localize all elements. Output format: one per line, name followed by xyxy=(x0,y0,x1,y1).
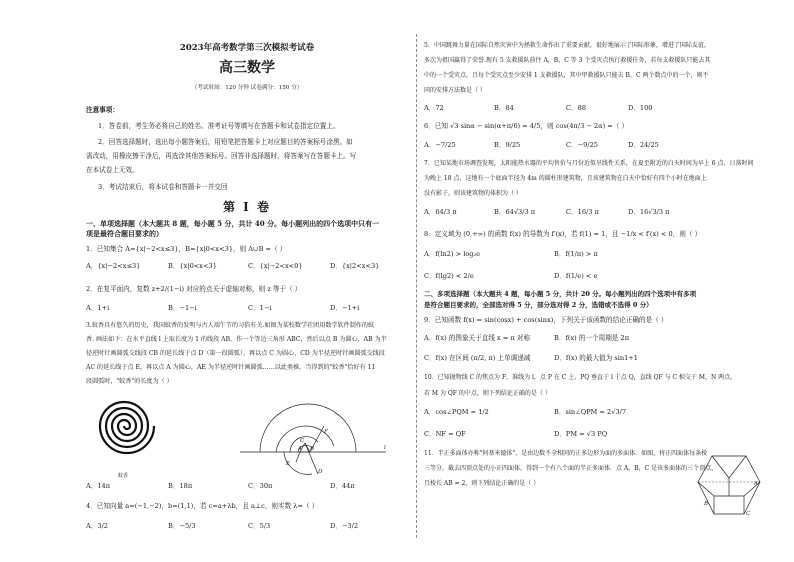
q10-stem-cont: 若 M 为 QF 的中点，则下列结论正确的是（ ） xyxy=(424,390,551,397)
volume-title: 第 I 卷 xyxy=(223,200,271,214)
q6-option-c: C．−9/25 xyxy=(566,141,598,149)
q4-stem: 4．已知向量 a=(−1,−2)，b=(1,1)，若 c=a+λb，且 a⊥c，则实数 λ=（ ） xyxy=(86,502,319,510)
q11-line: 11．半正多面体亦称"阿基米德体"，是由边数不全相同的正多边形为面的多面体．如图，将正四面体每条棱 xyxy=(424,450,708,457)
exam-title: 2023年高考数学第三次模拟考试卷 xyxy=(179,43,315,53)
q2-option-b: B．−1−i xyxy=(168,304,197,312)
q5-option-b: B．84 xyxy=(494,104,514,112)
q7-line: 没有影子，则该建筑物的体积为（ ） xyxy=(424,190,522,197)
q9-option-b: B．f(x) 的一个周期是 2π xyxy=(554,334,630,342)
q8-stem: 8．定义域为 (0,+∞) 的函数 f(x) 的导数为 f′(x)，若 f(1) = 1，且 −1/x < f′(x) < 0，则（ ） xyxy=(424,230,702,238)
subject-title: 高三数学 xyxy=(219,60,275,76)
exam-info: （考试时间：120 分钟 试卷满分：150 分） xyxy=(191,85,303,91)
q4-option-a: A．3/2 xyxy=(86,522,108,530)
q1-option-c: C．{x|−2<x<0} xyxy=(248,262,303,270)
q5-line: 5．中国跳舞力量在国际自然灾害中为拯救生命作出了重要贡献，很好地展示了国际形象，增进了国际友谊， xyxy=(424,42,710,49)
note-line: 3．考试结束后，将本试卷和答题卡一并交回 xyxy=(98,183,228,191)
q7-line: 为晚上 18 点，这地有一个底面半径为 4m 的圆柱形建筑物，且该建筑物在白天中恰好有四个小时在地面上 xyxy=(424,175,707,182)
q11-line: 三等分，截去四顶点处的小正四面体，得到一个有八个面的半正多面体．点 A，B，C 是该多面体的三个顶点， xyxy=(424,465,718,472)
section1-heading: 一、单项选择题（本大题共 8 题，每小题 5 分，共计 40 分。每小题列出的四个选项中只有一 xyxy=(86,219,380,228)
q4-option-c: C．5/3 xyxy=(248,522,271,530)
q3-option-b: B．18π xyxy=(168,482,193,490)
fig-label-a: A xyxy=(298,446,302,452)
q4-option-b: B．−5/3 xyxy=(168,522,196,530)
q8-option-a: A．f(ln2) > log₂e xyxy=(424,250,481,258)
arc-construction-figure xyxy=(238,396,388,488)
q7-option-b: B．64√3/3 π xyxy=(494,208,536,216)
note-line: 2．回答选择题时，选出每小题答案后，用铅笔把答题卡上对应题目的答案标号涂黑。如 xyxy=(98,138,353,146)
q9-option-a: A．f(x) 的图象关于直线 x = π 对称 xyxy=(424,334,531,342)
q6-option-d: D．24/25 xyxy=(628,141,659,149)
fig-label-d: D xyxy=(318,469,323,475)
section2-heading-cont: 是符合题目要求的，全部选对得 5 分，部分选对得 2 分，选错或不选得 0 分） xyxy=(424,301,653,309)
q8-option-d: D．f(1/e) < e xyxy=(554,272,598,280)
q2-option-d: D．−1+i xyxy=(330,304,360,312)
q10-option-c: C．NF = QF xyxy=(424,430,466,438)
q2-stem: 2．在复平面内，复数 z+2/(1−i) 对应的点关于虚轴对称，则 z 等于（ ） xyxy=(86,285,302,293)
fig-label-a: A xyxy=(754,481,758,487)
fig-label-c: C xyxy=(746,511,751,517)
note-line: 在本试卷上无效。 xyxy=(86,166,139,174)
q9-option-d: D．f(x) 的最大值为 sin1+1 xyxy=(554,354,638,362)
q2-option-c: C．1−i xyxy=(248,304,272,312)
q2-option-a: A．1+i xyxy=(86,304,110,312)
q1-stem: 1．已知集合 A={x|−2<x≤3}，B={x|0<x<3}，则 A∪B =（ ） xyxy=(86,245,287,253)
q7-option-c: C．16/3 π xyxy=(566,208,599,216)
q4-option-d: D．−3/2 xyxy=(330,522,359,530)
q6-option-b: B．9/25 xyxy=(494,141,521,149)
note-line: 1．答卷前，考生务必将自己的姓名、准考证号等填写在答题卡和试卷指定位置上。 xyxy=(98,122,340,130)
fig-label-b: B xyxy=(704,501,709,507)
q8-option-c: C．f(lg2) < 2/e xyxy=(424,272,474,280)
q5-line: 多次为祖国赢得了荣誉.现有 5 支救援队前往 A，B，C 等 3 个受灾点执行救援任务，若每支救援队只能去其 xyxy=(424,57,711,64)
column-divider xyxy=(416,34,417,538)
q1-option-b: B．{x|0<x<3} xyxy=(168,262,217,270)
q3-line: 3.蚊香具有悠久的历史，我国蚊香的发明与古人端午节的习俗有关.如图为某校数学社团用数学软件制作的蚊 xyxy=(86,322,375,329)
q10-option-d: D．PM = √3 PQ xyxy=(554,430,608,438)
q1-option-a: A．{x|−2<x≤3} xyxy=(86,262,141,270)
notes-heading: 注意事项： xyxy=(86,106,119,114)
fig-label-f: F xyxy=(324,429,328,435)
q3-line: 香. 画法如下：在水平直线 l 上取长度为 1 的线段 AB，作一个等边三角形 ABC，然后以点 B 为圆心，AB 为半 xyxy=(86,336,387,343)
q5-option-d: D．100 xyxy=(628,104,653,112)
q3-line: AC 的延长线于点 E，再以点 A 为圆心，AE 为半径逆时针画圆弧……以此类推，当得到的"蚊香"恰好有 11 xyxy=(86,364,376,371)
q10-option-b: B．sin∠QPM = 2√3/7 xyxy=(554,408,627,416)
fig-label-c: C xyxy=(300,438,305,444)
q7-line: 7．已知某地市场调查发现，太阳能热水器的平均售价与月份近似呈线性关系，在夏至附近的白天时间为早上 6 点，日落时间 xyxy=(424,160,754,167)
q5-option-a: A．72 xyxy=(424,104,444,112)
section2-heading: 二、多项选择题（本大题共 4 题，每小题 5 分，共计 20 分。每小题列出的四个选项中有多项 xyxy=(424,290,697,298)
q7-option-a: A．64/3 π xyxy=(424,208,457,216)
q3-option-a: A．14π xyxy=(86,482,111,490)
q5-line: 中的一个受灾点，且每个受灾点至少安排 1 支救援队，其中甲救援队只能去 B，C 两个数点中的一个，则不 xyxy=(424,72,709,79)
q9-stem: 9．已知函数 f(x) = sin(cosx) + cos(sinx)，下列关于该函数的结论正确的是（ ） xyxy=(424,316,668,324)
fig-label-b: B xyxy=(310,446,315,452)
figure-caption: 蚊香 xyxy=(118,473,129,479)
q10-option-a: A．cos∠PQM = 1/2 xyxy=(424,408,489,416)
q8-option-b: B．f(1/π) > π xyxy=(554,250,598,258)
q1-option-d: D．{x|2<x<3} xyxy=(330,262,380,270)
q6-stem: 6．已知 √3 sinα − sin(α+π/6) = 4/5，则 cos(4π/3 − 2α) =（ ） xyxy=(424,122,629,130)
q3-option-c: C．30π xyxy=(248,482,273,490)
mosquito-coil-figure xyxy=(90,392,164,468)
q3-line: 段圆弧时，"蚊香"的长度为（ ） xyxy=(86,378,173,385)
q11-line: 且棱长 AB = 2，则下列结论正确的是（ ） xyxy=(424,480,540,487)
q5-option-c: C．88 xyxy=(566,104,587,112)
q3-option-d: D．44π xyxy=(330,482,355,490)
note-line: 需改动，用橡皮擦干净后，再选涂其他答案标号。回答非选择题时，将答案写在答题卡上。写 xyxy=(86,152,357,160)
q7-option-d: D．16√3/3 π xyxy=(628,208,670,216)
fig-label-l: l xyxy=(384,445,386,451)
q9-option-c: C．f(x) 在区间 (π/2, π) 上单调递减 xyxy=(424,354,531,362)
fig-label-e: E xyxy=(286,461,291,467)
q3-line: 径逆时针画圆弧交线段 CB 的延长线于点 D（第一段圆弧），再以点 C 为圆心，CD 为半径逆时针画圆弧交线段 xyxy=(86,350,385,357)
q5-line: 同的安排方法数是（ ） xyxy=(424,87,486,94)
q10-stem: 10．已知抛物线 C 的焦点为 F，准线为 l，点 P 在 C 上，PQ 垂直于 l 于点 Q，直线 QF 与 C 相交于 M，N 两点， xyxy=(424,374,737,381)
section1-heading-cont: 项是最符合题目要求的） xyxy=(86,229,163,238)
q6-option-a: A．−7/25 xyxy=(424,141,456,149)
